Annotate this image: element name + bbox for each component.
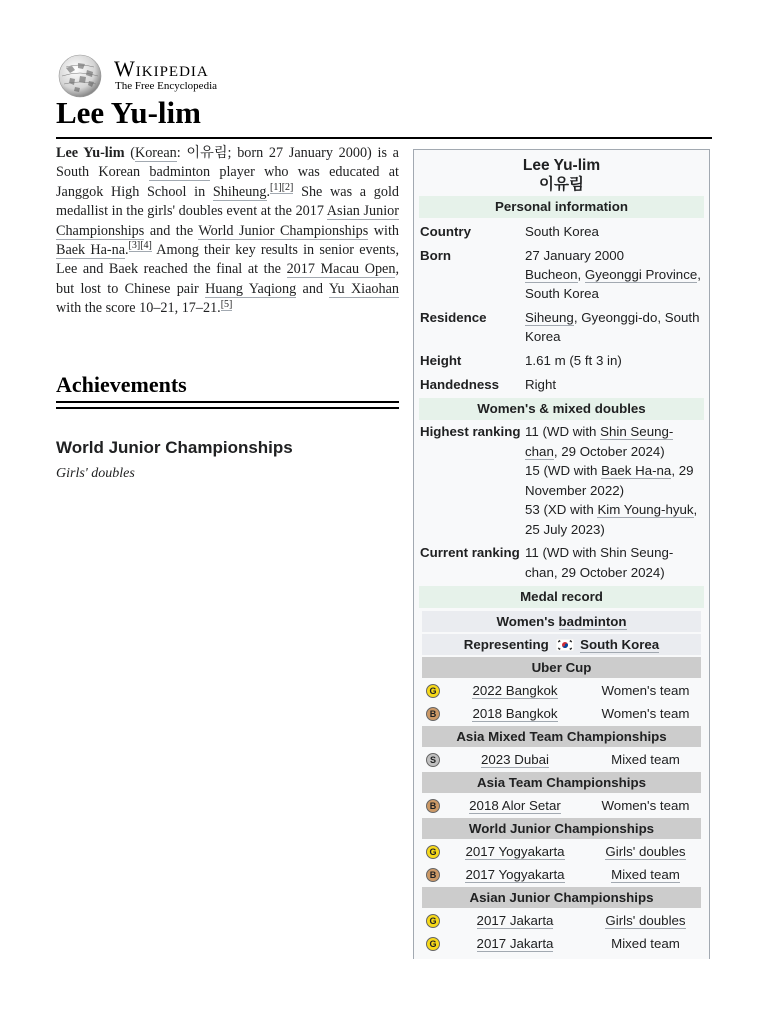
born-row [414, 246, 709, 303]
medal-category-header[interactable]: Asia Mixed Team Championships [422, 726, 701, 747]
ranking-1-text: 11 (WD with [525, 424, 597, 439]
medal-type-cell [590, 683, 701, 698]
lead-text-4: Among their key results in senior events, Lee and Baek reached the final at the [56, 242, 399, 278]
born-value: 27 January 2000 Bucheon, Gyeonggi Province, South Korea [525, 246, 703, 303]
gold-medal-icon: G [426, 914, 440, 928]
born-date: 27 January 2000 [525, 248, 625, 263]
world-junior-championships-heading: World Junior Championships [56, 438, 293, 457]
badminton-infobox-link[interactable]: badminton [558, 614, 627, 629]
wikipedia-wordmark: Wikipedia [114, 56, 209, 81]
infobox [413, 149, 710, 959]
medal-event-link[interactable]: 2018 Alor Setar [469, 798, 561, 813]
medal-category-header[interactable]: World Junior Championships [422, 818, 701, 839]
shin-seung-chan-link[interactable]: Shin Seung-chan [525, 424, 674, 459]
medal-record-header: Medal record [419, 586, 704, 608]
medal-event-cell [440, 798, 590, 813]
world-junior-championships-link[interactable]: World Junior Championships [198, 222, 369, 239]
wikipedia-tagline: The Free Encyclopedia [115, 80, 218, 92]
yu-xiaohan-link[interactable]: Yu Xiaohan [328, 280, 400, 297]
sport-prefix: Women's [496, 614, 555, 629]
medal-type-cell [590, 913, 701, 928]
macau-open-link[interactable]: 2017 Macau Open [286, 261, 396, 278]
korean-language-link[interactable]: Korean [134, 145, 177, 161]
medal-type-cell [590, 752, 701, 767]
medal-type-cell [590, 867, 701, 882]
gold-medal-icon: G [426, 845, 440, 859]
lead-and-2: and [302, 280, 324, 297]
ranking-2-text: 15 (WD with [525, 463, 598, 478]
medal-type-link[interactable]: Mixed team [611, 867, 680, 882]
lead-paragraph: Lee Yu-lim (Korean: 이유림; born 27 January 2000) is a South Korean badminton player who was educated at Janggok High School in Shiheung.[1][2] She was a gold medallist in the girls' doubles event at the 2017 Asian Junior Championships and the World Junior Championships with Baek Ha-na.[3][4] Among their key results in senior events, Lee and Baek reached the final at the 2017 Macau Open, but lost to Chinese pair Huang Yaqiong and Yu Xiaohan with the score 10–21, 17–21.[5] [56, 145, 400, 317]
wikipedia-globe-logo [56, 54, 104, 98]
born-country: , South Korea [525, 267, 701, 301]
bronze-medal-icon: B [426, 868, 440, 882]
medal-event-cell [440, 752, 590, 767]
medal-event-cell [440, 867, 590, 882]
achievements-divider [56, 401, 399, 403]
shiheung-link[interactable]: Shiheung [212, 183, 267, 200]
height-row [414, 351, 709, 370]
residence-rest: , Gyeonggi-do, South Korea [525, 310, 700, 344]
lead-text-3: She was a gold medallist in the girls' doubles event at the 2017 [56, 183, 400, 220]
medal-category-header[interactable]: Asian Junior Championships [422, 887, 701, 908]
handedness-value: Right [525, 377, 557, 392]
medal-row [422, 933, 701, 954]
huang-yaqiong-link[interactable]: Huang Yaqiong [205, 280, 297, 297]
medal-row [422, 795, 701, 816]
medal-event-link[interactable]: 2023 Dubai [480, 752, 550, 767]
medal-event-cell [440, 706, 590, 721]
gold-medal-icon: G [426, 684, 440, 698]
medal-type-text: Mixed team [611, 752, 680, 767]
bronze-medal-icon: B [426, 799, 440, 813]
medal-event-link[interactable]: 2018 Bangkok [472, 706, 558, 721]
current-ranking-row [414, 543, 709, 582]
doubles-header: Women's & mixed doubles [419, 398, 704, 420]
lead-and-1: and the [149, 222, 194, 239]
ranking-3-text: 53 (XD with [525, 502, 594, 517]
medal-event-link[interactable]: 2017 Jakarta [476, 913, 554, 928]
residence-row [414, 308, 709, 346]
lead-text-6: with the score 10–21, 17–21. [56, 300, 221, 317]
medal-type-text: Women's team [601, 706, 690, 721]
infobox-name: Lee Yu-lim [522, 157, 601, 174]
representing-label: Representing [463, 637, 549, 652]
medal-event-link[interactable]: 2017 Yogyakarta [465, 867, 565, 882]
siheung-link[interactable]: Siheung [525, 310, 574, 325]
medal-row [422, 910, 701, 931]
country-value: South Korea [525, 224, 599, 239]
medal-event-cell [440, 913, 590, 928]
baek-ha-na-infobox-link[interactable]: Baek Ha-na [601, 463, 672, 478]
medal-type-text: Women's team [601, 798, 690, 813]
medal-row [422, 703, 701, 724]
medal-record-table [422, 611, 701, 954]
lead-text-2: player who was educated at Janggok High School in [56, 164, 399, 200]
sport-row [422, 611, 701, 632]
bucheon-link[interactable]: Bucheon [525, 267, 578, 282]
medal-sections [422, 657, 701, 954]
reference-1-2[interactable]: [1][2] [270, 182, 294, 194]
medal-type-link[interactable]: Girls' doubles [605, 913, 686, 928]
born-label: Born [420, 248, 452, 263]
medal-event-link[interactable]: 2017 Yogyakarta [465, 844, 565, 859]
bronze-medal-icon: B [426, 707, 440, 721]
medal-type-cell [590, 706, 701, 721]
residence-label: Residence [420, 310, 487, 325]
highest-ranking-label: Highest ranking [420, 424, 521, 439]
infobox-title [414, 156, 709, 194]
ranking-1-date: , 29 October 2024) [553, 443, 665, 459]
lead-with: with [373, 222, 400, 239]
lead-born-text: ; born 27 January 2000) is a South Korean [56, 145, 399, 181]
title-divider [56, 137, 712, 139]
country-row [414, 222, 709, 241]
medal-row [422, 841, 701, 862]
gyeonggi-province-link[interactable]: Gyeonggi Province [584, 267, 698, 282]
medal-event-link[interactable]: 2017 Jakarta [476, 936, 554, 951]
medal-row [422, 680, 701, 701]
lead-text-5: , but lost to Chinese pair [56, 261, 399, 297]
medal-type-cell [590, 844, 701, 859]
girls-doubles-caption: Girls' doubles [56, 466, 135, 481]
current-ranking-label: Current ranking [420, 545, 520, 560]
medal-type-cell [590, 798, 701, 813]
subject-name: Lee Yu-lim [56, 145, 125, 161]
south-korea-link[interactable]: South Korea [580, 637, 660, 652]
reference-5[interactable]: [5] [220, 298, 233, 310]
gold-medal-icon: G [426, 937, 440, 951]
medal-event-cell [440, 683, 590, 698]
medal-row [422, 864, 701, 885]
korean-name: 이유림 [186, 145, 228, 161]
medal-event-link[interactable]: 2022 Bangkok [472, 683, 558, 698]
medal-type-text: Mixed team [611, 936, 680, 951]
medal-type-text: Women's team [601, 683, 690, 698]
badminton-link[interactable]: badminton [149, 164, 211, 181]
handedness-row [414, 375, 709, 394]
medal-row [422, 749, 701, 770]
height-label: Height [420, 353, 462, 368]
page-title: Lee Yu-lim [56, 95, 201, 130]
reference-3-4[interactable]: [3][4] [128, 240, 152, 252]
baek-ha-na-link[interactable]: Baek Ha-na [56, 242, 125, 259]
medal-event-cell [440, 844, 590, 859]
medal-event-cell [440, 936, 590, 951]
highest-ranking-row [414, 422, 709, 539]
representing-row [422, 634, 701, 655]
highest-ranking-value [525, 422, 703, 539]
current-ranking-value: 11 (WD with Shin Seung-chan, 29 October 2024) [525, 545, 674, 580]
south-korea-flag-icon [556, 639, 574, 651]
infobox-korean-name: 이유림 [539, 176, 584, 193]
site-header[interactable] [56, 54, 356, 98]
handedness-label: Handedness [420, 377, 500, 392]
country-label: Country [420, 224, 471, 239]
achievements-divider-2 [56, 407, 399, 409]
achievements-heading: Achievements [56, 372, 187, 397]
medal-type-link[interactable]: Girls' doubles [605, 844, 686, 859]
asian-junior-championships-link[interactable]: Asian Junior Championships [56, 203, 399, 239]
kim-young-hyuk-link[interactable]: Kim Young-hyuk [597, 502, 694, 517]
ranking-3-date: , 25 July 2023) [525, 502, 698, 537]
ranking-2-date: , 29 November 2022) [525, 463, 694, 498]
silver-medal-icon: S [426, 753, 440, 767]
medal-category-header[interactable]: Asia Team Championships [422, 772, 701, 793]
personal-information-header: Personal information [419, 196, 704, 218]
medal-type-cell [590, 936, 701, 951]
medal-category-header[interactable]: Uber Cup [422, 657, 701, 678]
height-value: 1.61 m (5 ft 3 in) [525, 353, 622, 368]
